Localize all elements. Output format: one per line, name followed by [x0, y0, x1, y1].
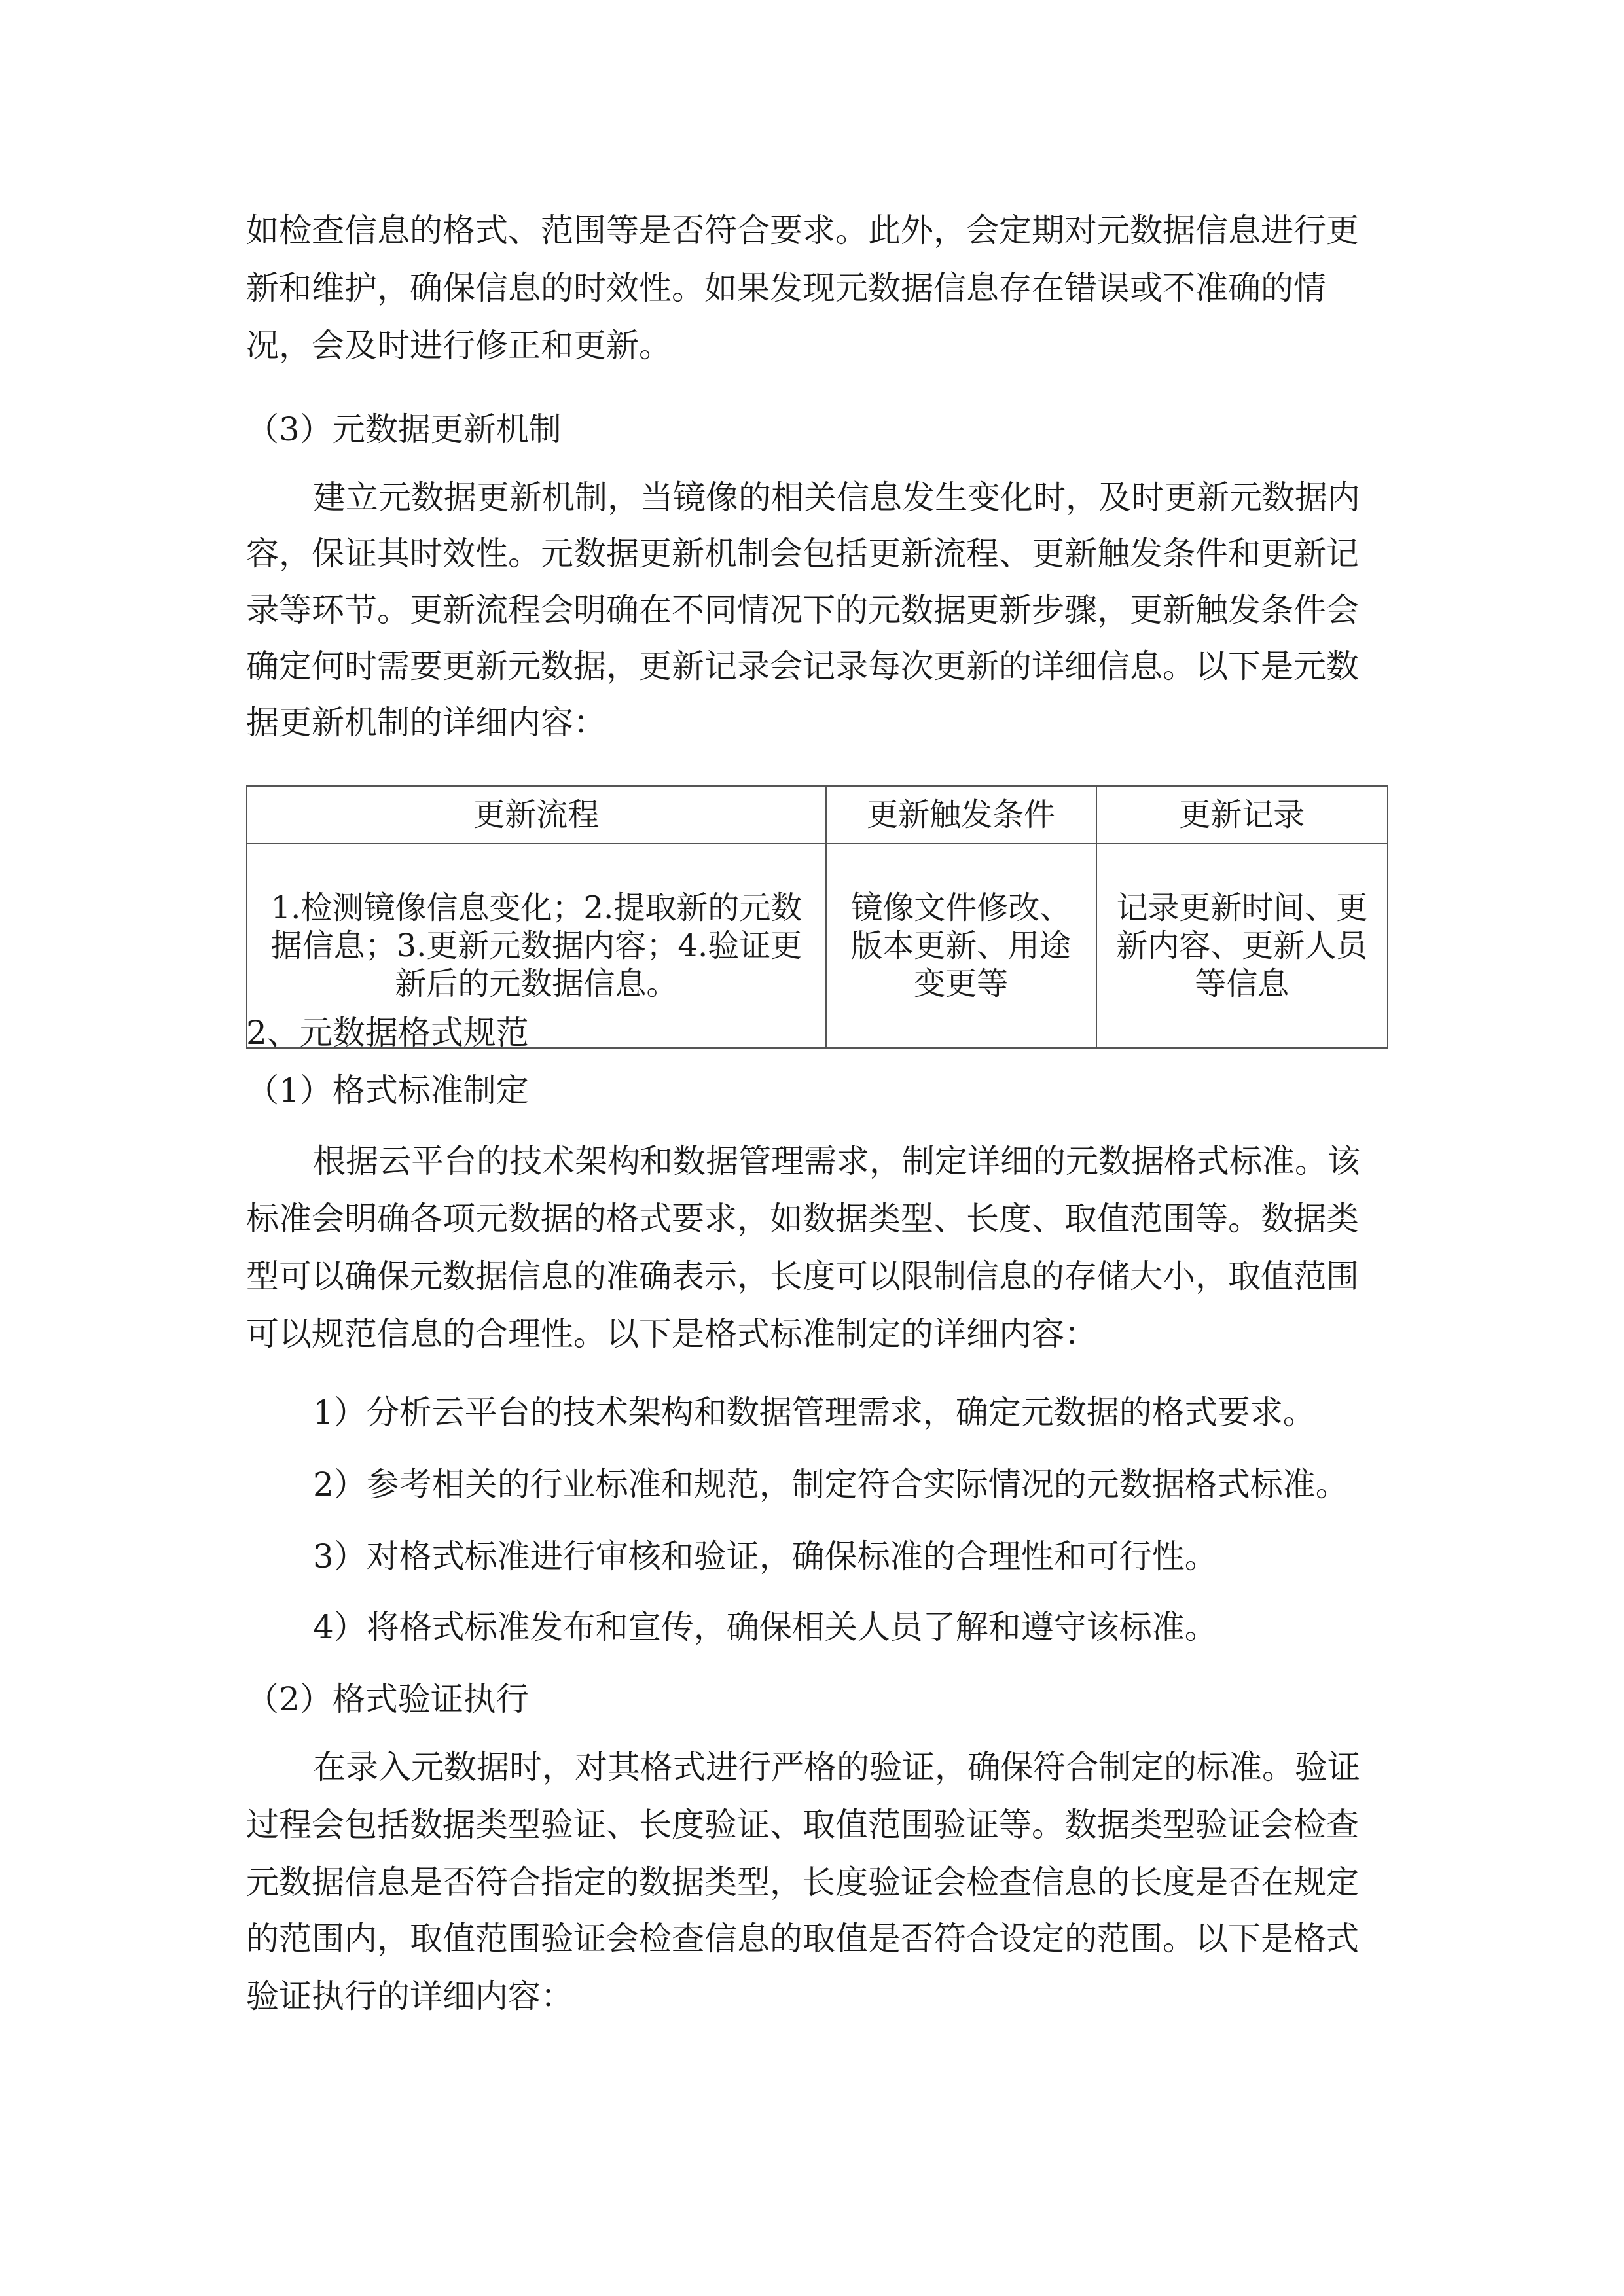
cell-line: 记录更新时间、更 — [1116, 889, 1368, 926]
table-header-cell: 更新触发条件 — [826, 786, 1096, 844]
list-item: 4）将格式标准发布和宣传，确保相关人员了解和遵守该标准。 — [313, 1608, 1218, 1646]
list-item: 1）分析云平台的技术架构和数据管理需求，确定元数据的格式要求。 — [313, 1393, 1316, 1431]
table-cell-record — [1096, 844, 1388, 1048]
table-header-cell: 更新记录 — [1096, 786, 1388, 844]
list-item: 2）参考相关的行业标准和规范，制定符合实际情况的元数据格式标准。 — [313, 1465, 1348, 1503]
para1-line: 况，会及时进行修正和更新。 — [246, 327, 672, 365]
cell-line: 版本更新、用途 — [851, 927, 1072, 964]
cell-line: 等信息 — [1195, 965, 1290, 1002]
cell-line: 新内容、更新人员 — [1116, 927, 1368, 964]
para4-line: 验证执行的详细内容： — [246, 1977, 573, 2015]
section-heading: （3）元数据更新机制 — [246, 410, 562, 448]
para4-line: 元数据信息是否符合指定的数据类型，长度验证会检查信息的长度是否在规定 — [246, 1863, 1359, 1901]
para4-line: 在录入元数据时，对其格式进行严格的验证，确保符合制定的标准。验证 — [313, 1748, 1360, 1786]
para3-line: 根据云平台的技术架构和数据管理需求，制定详细的元数据格式标准。该 — [313, 1142, 1360, 1180]
para4-line: 过程会包括数据类型验证、长度验证、取值范围验证等。数据类型验证会检查 — [246, 1806, 1359, 1844]
section-heading: （1）格式标准制定 — [246, 1071, 529, 1109]
para2-line: 据更新机制的详细内容： — [246, 704, 606, 742]
list-item: 3）对格式标准进行审核和验证，确保标准的合理性和可行性。 — [313, 1537, 1218, 1575]
para2-line: 建立元数据更新机制，当镜像的相关信息发生变化时，及时更新元数据内 — [313, 478, 1360, 516]
para2-line: 确定何时需要更新元数据，更新记录会记录每次更新的详细信息。以下是元数 — [246, 647, 1359, 685]
para2-line: 录等环节。更新流程会明确在不同情况下的元数据更新步骤，更新触发条件会 — [246, 591, 1359, 629]
update-mechanism-table — [246, 785, 1388, 1049]
para1-line: 如检查信息的格式、范围等是否符合要求。此外，会定期对元数据信息进行更 — [246, 211, 1359, 249]
para3-line: 标准会明确各项元数据的格式要求，如数据类型、长度、取值范围等。数据类 — [246, 1200, 1359, 1238]
cell-line: 镜像文件修改、 — [851, 889, 1072, 926]
cell-line: 据信息；3.更新元数据内容；4.验证更 — [270, 927, 803, 964]
para1-line: 新和维护，确保信息的时效性。如果发现元数据信息存在错误或不准确的情 — [246, 269, 1326, 307]
table-cell-trigger — [826, 844, 1096, 1048]
para3-line: 可以规范信息的合理性。以下是格式标准制定的详细内容： — [246, 1315, 1097, 1353]
para3-line: 型可以确保元数据信息的准确表示，长度可以限制信息的存储大小，取值范围 — [246, 1257, 1359, 1295]
table-header-row — [247, 786, 1388, 844]
para4-line: 的范围内，取值范围验证会检查信息的取值是否符合设定的范围。以下是格式 — [246, 1920, 1359, 1958]
para2-line: 容，保证其时效性。元数据更新机制会包括更新流程、更新触发条件和更新记 — [246, 535, 1359, 573]
table-header-cell: 更新流程 — [247, 786, 826, 844]
section-heading: 2、元数据格式规范 — [246, 1014, 529, 1052]
cell-line: 新后的元数据信息。 — [395, 965, 678, 1002]
cell-line: 1.检测镜像信息变化；2.提取新的元数 — [270, 889, 803, 926]
cell-line: 变更等 — [914, 965, 1009, 1002]
section-heading: （2）格式验证执行 — [246, 1680, 529, 1718]
